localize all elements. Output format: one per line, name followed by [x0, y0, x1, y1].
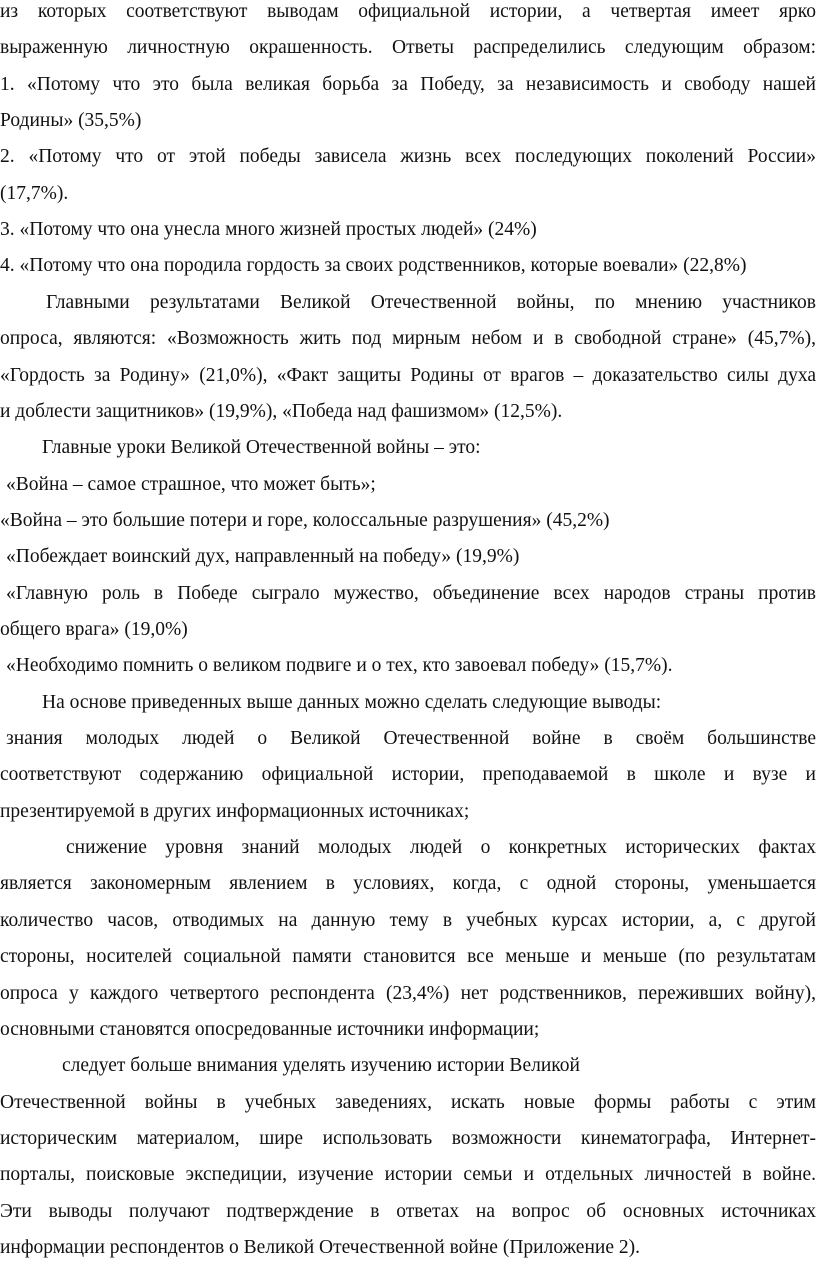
- text-line-11: «Гордость за Родину» (21,0%), «Факт защиты Родины от врагов – доказательство силы духа: [0, 364, 816, 386]
- text-line-9: Главными результатами Великой Отечественной войны, по мнению участников: [46, 291, 816, 313]
- text-line-19: «Необходимо помнить о великом подвиге и о тех, кто завоевал победу» (15,7%).: [6, 655, 673, 677]
- text-line-6: (17,7%).: [0, 182, 69, 204]
- text-line-17: «Главную роль в Победе сыграло мужество, объединение всех народов страны против: [6, 582, 816, 604]
- text-line-24: снижение уровня знаний молодых людей о конкретных исторических фактах: [66, 837, 816, 859]
- text-line-15: «Война – это большие потери и горе, колоссальные разрушения» (45,2%): [0, 509, 610, 531]
- text-line-18: общего врага» (19,0%): [0, 619, 188, 640]
- text-line-14: «Война – самое страшное, что может быть»;: [6, 473, 376, 495]
- text-line-32: историческим материалом, шире использовать возможности кинематографа, Интернет-: [0, 1127, 816, 1149]
- text-line-16: «Побеждает воинский дух, направленный на победу» (19,9%): [6, 546, 520, 568]
- text-line-10: опроса, являются: «Возможность жить под мирным небом и в свободной стране» (45,7%),: [0, 328, 816, 350]
- text-line-26: количество часов, отводимых на данную тему в учебных курсах истории, а, с другой: [0, 909, 816, 931]
- text-line-2: выраженную личностную окрашенность. Ответы распределились следующим образом:: [0, 37, 816, 59]
- text-line-28: опроса у каждого четвертого респондента (23,4%) нет родственников, переживших войну),: [0, 982, 816, 1004]
- text-line-35: информации респондентов о Великой Отечественной войне (Приложение 2).: [0, 1237, 640, 1258]
- text-line-8: 4. «Потому что она породила гордость за своих родственников, которые воевали» (22,8%): [0, 255, 747, 277]
- text-line-23: презентируемой в других информационных источниках;: [0, 800, 470, 822]
- text-line-12: и доблести защитников» (19,9%), «Победа над фашизмом» (12,5%).: [0, 400, 563, 422]
- text-line-21: знания молодых людей о Великой Отечественной войне в своём большинстве: [6, 728, 816, 750]
- text-line-25: является закономерным явлением в условиях, когда, с одной стороны, уменьшается: [0, 873, 816, 895]
- text-line-33: порталы, поисковые экспедиции, изучение истории семьи и отдельных личностей в войне.: [0, 1164, 816, 1186]
- text-line-31: Отечественной войны в учебных заведениях, искать новые формы работы с этим: [0, 1091, 816, 1113]
- text-line-22: соответствуют содержанию официальной истории, преподаваемой в школе и вузе и: [0, 764, 816, 786]
- text-line-20: На основе приведенных выше данных можно сделать следующие выводы:: [42, 691, 662, 713]
- text-line-1: из которых соответствуют выводам официальной истории, а четвертая имеет ярко: [0, 1, 816, 22]
- text-line-34: Эти выводы получают подтверждение в ответах на вопрос об основных источниках: [0, 1200, 816, 1222]
- text-line-7: 3. «Потому что она унесла много жизней простых людей» (24%): [0, 219, 537, 241]
- text-line-27: стороны, носителей социальной памяти становится все меньше и меньше (по результатам: [0, 946, 816, 968]
- text-line-29: основными становятся опосредованные источники информации;: [0, 1018, 540, 1040]
- text-line-5: 2. «Потому что от этой победы зависела жизнь всех последующих поколений России»: [0, 146, 816, 168]
- text-line-3: 1. «Потому что это была великая борьба за Победу, за независимость и свободу нашей: [0, 73, 816, 95]
- text-line-13: Главные уроки Великой Отечественной войны – это:: [42, 437, 481, 459]
- text-line-30: следует больше внимания уделять изучению истории Великой: [62, 1055, 580, 1077]
- text-line-4: Родины» (35,5%): [0, 110, 142, 132]
